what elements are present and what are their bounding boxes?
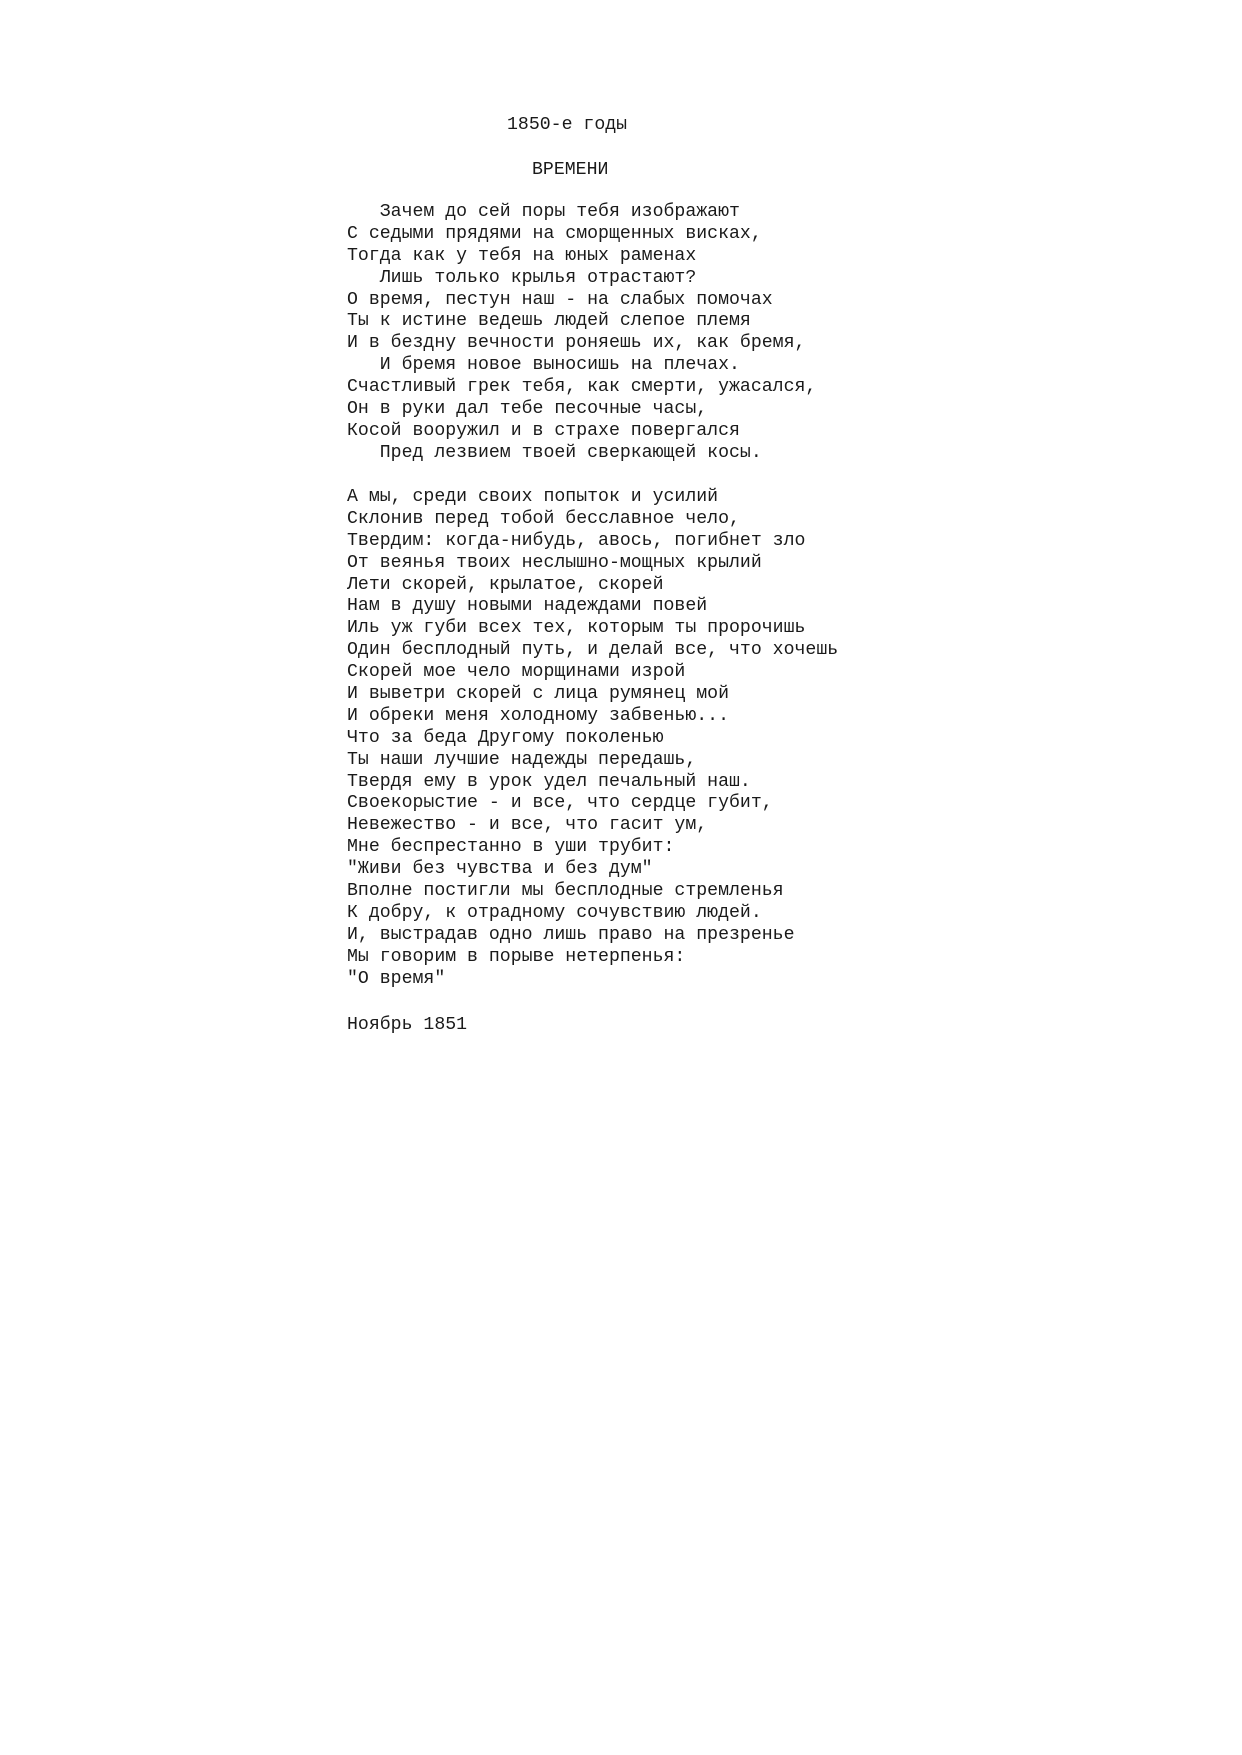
verse-line: Вполне постигли мы бесплодные стремленья: [347, 881, 784, 902]
verse-line: Счастливый грек тебя, как смерти, ужасался,: [347, 377, 817, 398]
verse-line: Лишь только крылья отрастают?: [347, 267, 697, 288]
verse-line: Невежество - и все, что гасит ум,: [347, 815, 708, 836]
verse-line: Косой вооружил и в страхе повергался: [347, 420, 740, 441]
verse-line: Он в руки дал тебе песочные часы,: [347, 399, 708, 420]
verse-line: Один бесплодный путь, и делай все, что хочешь: [347, 640, 839, 661]
verse-line: С седыми прядями на сморщенных висках,: [347, 223, 762, 244]
verse-line: Ты к истине ведешь людей слепое племя: [347, 311, 751, 332]
verse-line: О время, пестун наш - на слабых помочах: [347, 289, 773, 310]
stanza-2: [347, 487, 838, 990]
verse-line: И, выстрадав одно лишь право на презренье: [347, 924, 795, 945]
stanza-1: [347, 202, 816, 465]
verse-line: Нам в душу новыми надеждами повей: [347, 596, 708, 617]
verse-line: Лети скорей, крылатое, скорей: [347, 574, 664, 595]
verse-line: А мы, среди своих попыток и усилий: [347, 487, 719, 507]
verse-line: От веянья твоих неслышно-мощных крылий: [347, 552, 762, 573]
verse-line: И бремя новое выносишь на плечах.: [347, 355, 740, 376]
verse-line: Что за беда Другому поколенью: [347, 727, 664, 748]
verse-line: Тогда как у тебя на юных раменах: [347, 245, 697, 266]
verse-line: Мне беспрестанно в уши трубит:: [347, 837, 675, 858]
verse-line: Твердя ему в урок удел печальный наш.: [347, 771, 751, 792]
verse-line: Мы говорим в порыве нетерпенья:: [347, 946, 686, 967]
period-heading: 1850-е годы: [507, 115, 628, 135]
verse-line: Иль уж губи всех тех, которым ты пророчишь: [347, 618, 806, 639]
verse-line: Пред лезвием твоей сверкающей косы.: [347, 442, 762, 463]
verse-line: К добру, к отрадному сочувствию людей.: [347, 902, 762, 923]
verse-line: Твердим: когда-нибудь, авось, погибнет зло: [347, 530, 806, 551]
poem-title: ВРЕМЕНИ: [532, 160, 609, 180]
verse-line: И обреки меня холодному забвенью...: [347, 705, 729, 726]
verse-line: И в бездну вечности роняешь их, как бремя,: [347, 333, 806, 354]
verse-line: Ты наши лучшие надежды передашь,: [347, 749, 697, 770]
verse-line: И выветри скорей с лица румянец мой: [347, 684, 729, 705]
verse-line: "О время": [347, 968, 446, 989]
verse-line: "Живи без чувства и без дум": [347, 859, 653, 880]
verse-line: Скорей мое чело морщинами изрой: [347, 662, 686, 683]
verse-line: Своекорыстие - и все, что сердце губит,: [347, 793, 773, 814]
verse-line: Склонив перед тобой бесславное чело,: [347, 508, 740, 529]
poem-date: Ноябрь 1851: [347, 1015, 468, 1035]
verse-line: Зачем до сей поры тебя изображают: [347, 202, 740, 222]
